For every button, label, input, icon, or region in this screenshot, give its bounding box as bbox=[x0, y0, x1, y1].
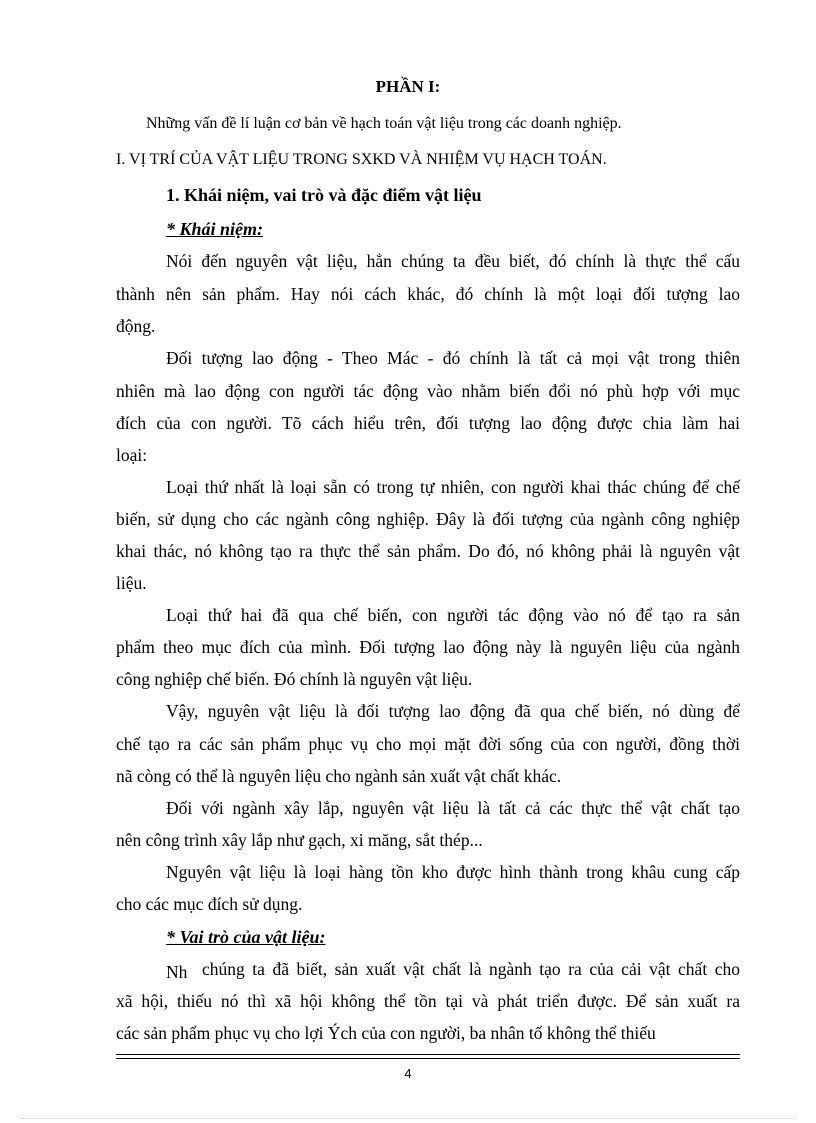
body-line: loại: bbox=[116, 445, 148, 465]
part-title: PHẦN I: bbox=[375, 77, 441, 96]
body-line: động. bbox=[116, 316, 156, 336]
body-line: đích của con người. Tõ cách hiểu trên, đối tượng lao động được chia làm hai bbox=[116, 413, 740, 433]
subheading-role: * Vai trò của vật liệu: bbox=[166, 927, 326, 947]
heading-1: 1. Khái niệm, vai trò và đặc điểm vật liệu bbox=[166, 185, 482, 205]
page-number: 4 bbox=[404, 1066, 412, 1081]
body-line: Loại thứ nhất là loại sẵn có trong tự nhiên, con người khai thác chúng để chế bbox=[166, 477, 740, 497]
subheading-concept: * Khái niệm: bbox=[166, 219, 264, 239]
body-line: Nh bbox=[166, 962, 188, 982]
page-break-dotted-line bbox=[20, 1118, 796, 1119]
body-line: Nguyên vật liệu là loại hàng tồn kho được hình thành trong khâu cung cấp bbox=[166, 862, 740, 882]
body-line: Loại thứ hai đã qua chế biến, con người tác động vào nó để tạo ra sản bbox=[166, 605, 740, 625]
body-line: cho các mục đích sử dụng. bbox=[116, 894, 303, 914]
body-line: khai thác, nó không tạo ra thực thể sản phẩm. Do đó, nó không phải là nguyên vật bbox=[116, 541, 740, 561]
body-line: nã còng có thể là nguyên liệu cho ngành sản xuất vật chất khác. bbox=[116, 766, 562, 786]
body-line: nên công trình xây lắp như gạch, xi măng, sắt thép... bbox=[116, 830, 483, 850]
body-line: Đối với ngành xây lắp, nguyên vật liệu là tất cả các thực thể vật chất tạo bbox=[166, 798, 740, 818]
section-title: I. VỊ TRÍ CỦA VẬT LIỆU TRONG SXKD VÀ NHIỆM VỤ HẠCH TOÁN. bbox=[116, 151, 607, 168]
body-line: liệu. bbox=[116, 573, 147, 593]
body-line: thành nên sản phẩm. Hay nói cách khác, đó chính là một loại đối tượng lao bbox=[116, 284, 740, 304]
footer-rule bbox=[116, 1058, 740, 1059]
body-line: Vậy, nguyên vật liệu là đối tượng lao động đã qua chế biến, nó dùng để bbox=[166, 701, 740, 721]
body-line: biến, sử dụng cho các ngành công nghiệp. Đây là đối tượng của ngành công nghiệp bbox=[116, 509, 740, 529]
body-line: chúng ta đã biết, sản xuất vật chất là ngành tạo ra của cải vật chất cho bbox=[202, 959, 740, 979]
body-line: các sản phẩm phục vụ cho lợi Ých của con người, ba nhân tố không thể thiếu bbox=[116, 1023, 656, 1043]
footer-rule bbox=[116, 1054, 740, 1055]
subtitle: Những vấn đề lí luận cơ bản về hạch toán vật liệu trong các doanh nghiệp. bbox=[146, 115, 622, 132]
body-line: phẩm theo mục đích của mình. Đối tượng lao động này là nguyên liệu của ngành bbox=[116, 637, 740, 657]
body-line: công nghiệp chế biến. Đó chính là nguyên vật liệu. bbox=[116, 669, 473, 689]
body-line: Nói đến nguyên vật liệu, hẳn chúng ta đều biết, đó chính là thực thể cấu bbox=[166, 251, 740, 271]
body-line: xã hội, thiếu nó thì xã hội không thể tồn tại và phát triển được. Để sản xuất ra bbox=[116, 991, 740, 1011]
body-line: nhiên mà lao động con người tác động vào nhằm biến đổi nó phù hợp với mục bbox=[116, 381, 740, 401]
body-line: Đối tượng lao động - Theo Mác - đó chính là tất cả mọi vật trong thiên bbox=[166, 348, 740, 368]
body-line: chế tạo ra các sản phẩm phục vụ cho mọi mặt đời sống của con người, đồng thời bbox=[116, 734, 740, 754]
